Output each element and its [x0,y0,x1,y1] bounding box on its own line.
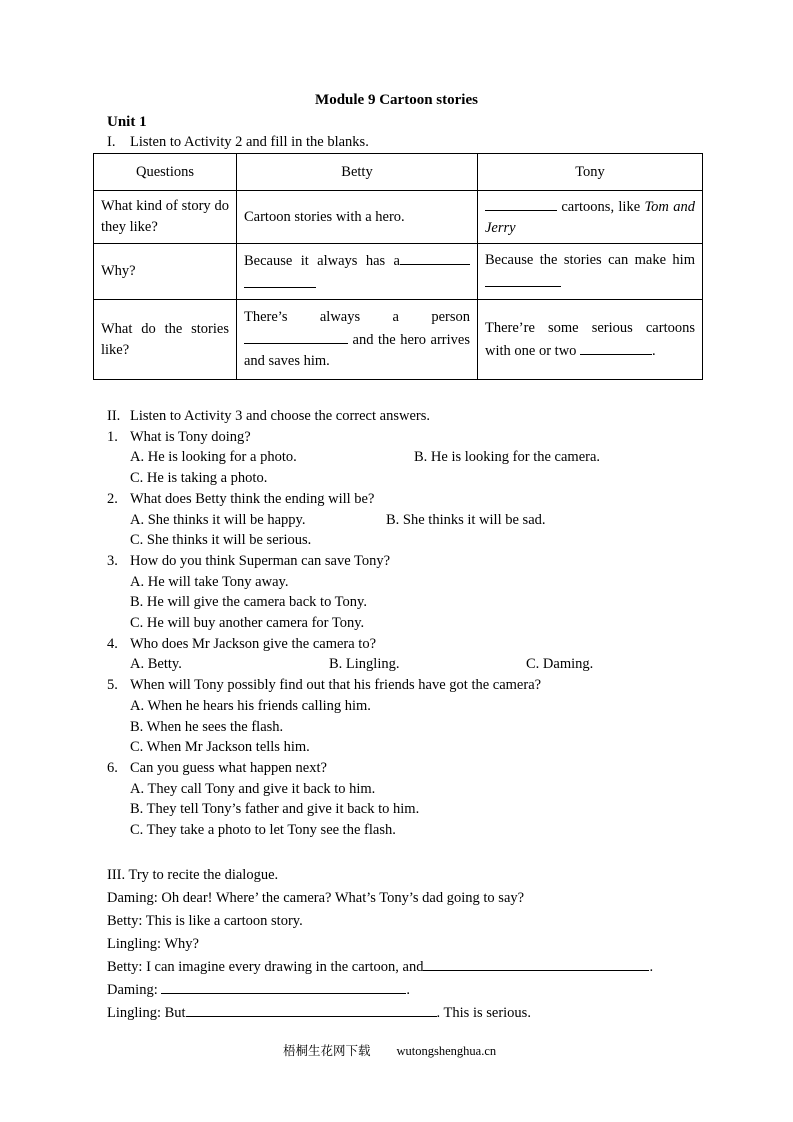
answer-blank[interactable] [423,956,649,971]
option-a[interactable]: A. When he hears his friends calling him. [130,697,371,714]
option-a[interactable]: A. She thinks it will be happy. [130,511,306,528]
section-3-instruction: III. Try to recite the dialogue. [107,867,279,883]
answer-blank[interactable] [580,339,652,355]
option-b[interactable]: B. She thinks it will be sad. [386,511,546,528]
table-row [94,191,703,244]
footer-site-url[interactable]: wutongshenghua.cn [396,1044,497,1058]
option-c[interactable]: C. They take a photo to let Tony see the flash. [130,822,396,839]
option-a[interactable]: A. He will take Tony away. [130,573,289,590]
section-1-number: I. [107,134,116,150]
question-text: When will Tony possibly find out that his friends have got the camera? [130,677,542,694]
question-cell: What kind of story do they like? [94,191,237,244]
dialogue-line: Daming: . [107,979,727,1002]
option-a[interactable]: A. He is looking for a photo. [130,449,297,466]
cartoon-title: Tom and Jerry [485,199,695,236]
fill-in-table [93,153,703,380]
table-row [94,244,703,300]
section-1-instruction [107,134,369,151]
option-b[interactable]: B. When he sees the flash. [130,718,284,735]
question-text: Who does Mr Jackson give the camera to? [130,635,377,652]
question-text: What is Tony doing? [130,428,251,445]
answer-blank[interactable] [186,1002,437,1017]
footer-site-name: 梧桐生花网下载 [283,1044,371,1058]
section-1-text: Listen to Activity 2 and fill in the blanks. [130,134,369,150]
header-tony: Tony [478,154,703,191]
answer-blank[interactable] [485,271,561,287]
page-title: Module 9 Cartoon stories [315,92,478,108]
question-item: 4. Who does Mr Jackson give the camera to? A. Betty. B. Lingling. C. Daming. [107,634,727,675]
answer-blank[interactable] [161,979,406,994]
betty-cell: There’s always a person and the hero arrives and saves him. [237,300,478,380]
dialogue-line: Betty: I can imagine every drawing in the cartoon, and . [107,956,727,979]
dialogue-line: Betty: This is like a cartoon story. [107,913,303,929]
answer-blank[interactable] [485,195,557,211]
betty-cell: Cartoon stories with a hero. [237,191,478,244]
question-text: What does Betty think the ending will be? [130,490,375,507]
tony-cell: There’re some serious cartoons with one or two . [478,300,703,380]
question-item: 2. What does Betty think the ending will be? A. She thinks it will be happy. B. She thinks it will be sad. C. She thinks it will be serious. [107,489,727,551]
answer-blank-continued[interactable] [244,272,316,288]
option-c[interactable]: C. Daming. [526,656,594,673]
option-b[interactable]: B. He will give the camera back to Tony. [130,594,367,611]
question-cell: What do the stories like? [94,300,237,380]
answer-blank[interactable] [400,249,470,265]
dialogue-line: Lingling: Why? [107,936,199,952]
option-b[interactable]: B. Lingling. [329,656,400,673]
section-2 [107,406,727,841]
option-b[interactable]: B. He is looking for the camera. [414,449,601,466]
dialogue-line: Daming: Oh dear! Where’ the camera? What’s Tony’s dad going to say? [107,890,525,906]
question-text: Can you guess what happen next? [130,759,327,776]
question-item: 1. What is Tony doing? A. He is looking for a photo. B. He is looking for the camera. C. He is taking a photo. [107,427,727,489]
option-a[interactable]: A. They call Tony and give it back to him. [130,780,376,797]
table-header-row [94,154,703,191]
question-text: How do you think Superman can save Tony? [130,552,391,569]
table-row [94,300,703,380]
footer [283,1041,496,1059]
option-b[interactable]: B. They tell Tony’s father and give it back to him. [130,801,420,818]
header-questions: Questions [94,154,237,191]
option-c[interactable]: C. She thinks it will be serious. [130,532,312,549]
tony-cell: Because the stories can make him [478,244,703,300]
option-c[interactable]: C. He will buy another camera for Tony. [130,615,365,631]
question-item: 6. Can you guess what happen next? A. They call Tony and give it back to him. B. They tell Tony’s father and give it back to him. C. They take a photo to let Tony see the flash. [107,758,727,841]
question-item: 5. When will Tony possibly find out that his friends have got the camera? A. When he hears his friends calling him. B. When he sees the flash. C. When Mr Jackson tells him. [107,675,727,758]
header-betty: Betty [237,154,478,191]
question-cell: Why? [94,244,237,300]
tony-cell: cartoons, like Tom and Jerry [478,191,703,244]
betty-cell: Because it always has a [237,244,478,300]
unit-heading: Unit 1 [107,114,147,130]
question-item: 3. How do you think Superman can save Tony? A. He will take Tony away. B. He will give the camera back to Tony. C. He will buy another camera for Tony. [107,551,727,634]
option-c[interactable]: C. He is taking a photo. [130,470,268,487]
dialogue-line: Lingling: But . This is serious. [107,1002,727,1025]
section-3 [107,864,727,1025]
option-c[interactable]: C. When Mr Jackson tells him. [130,739,310,756]
answer-blank[interactable] [244,328,348,344]
option-a[interactable]: A. Betty. [130,656,182,673]
section-2-instruction: II. Listen to Activity 3 and choose the correct answers. [107,408,430,424]
